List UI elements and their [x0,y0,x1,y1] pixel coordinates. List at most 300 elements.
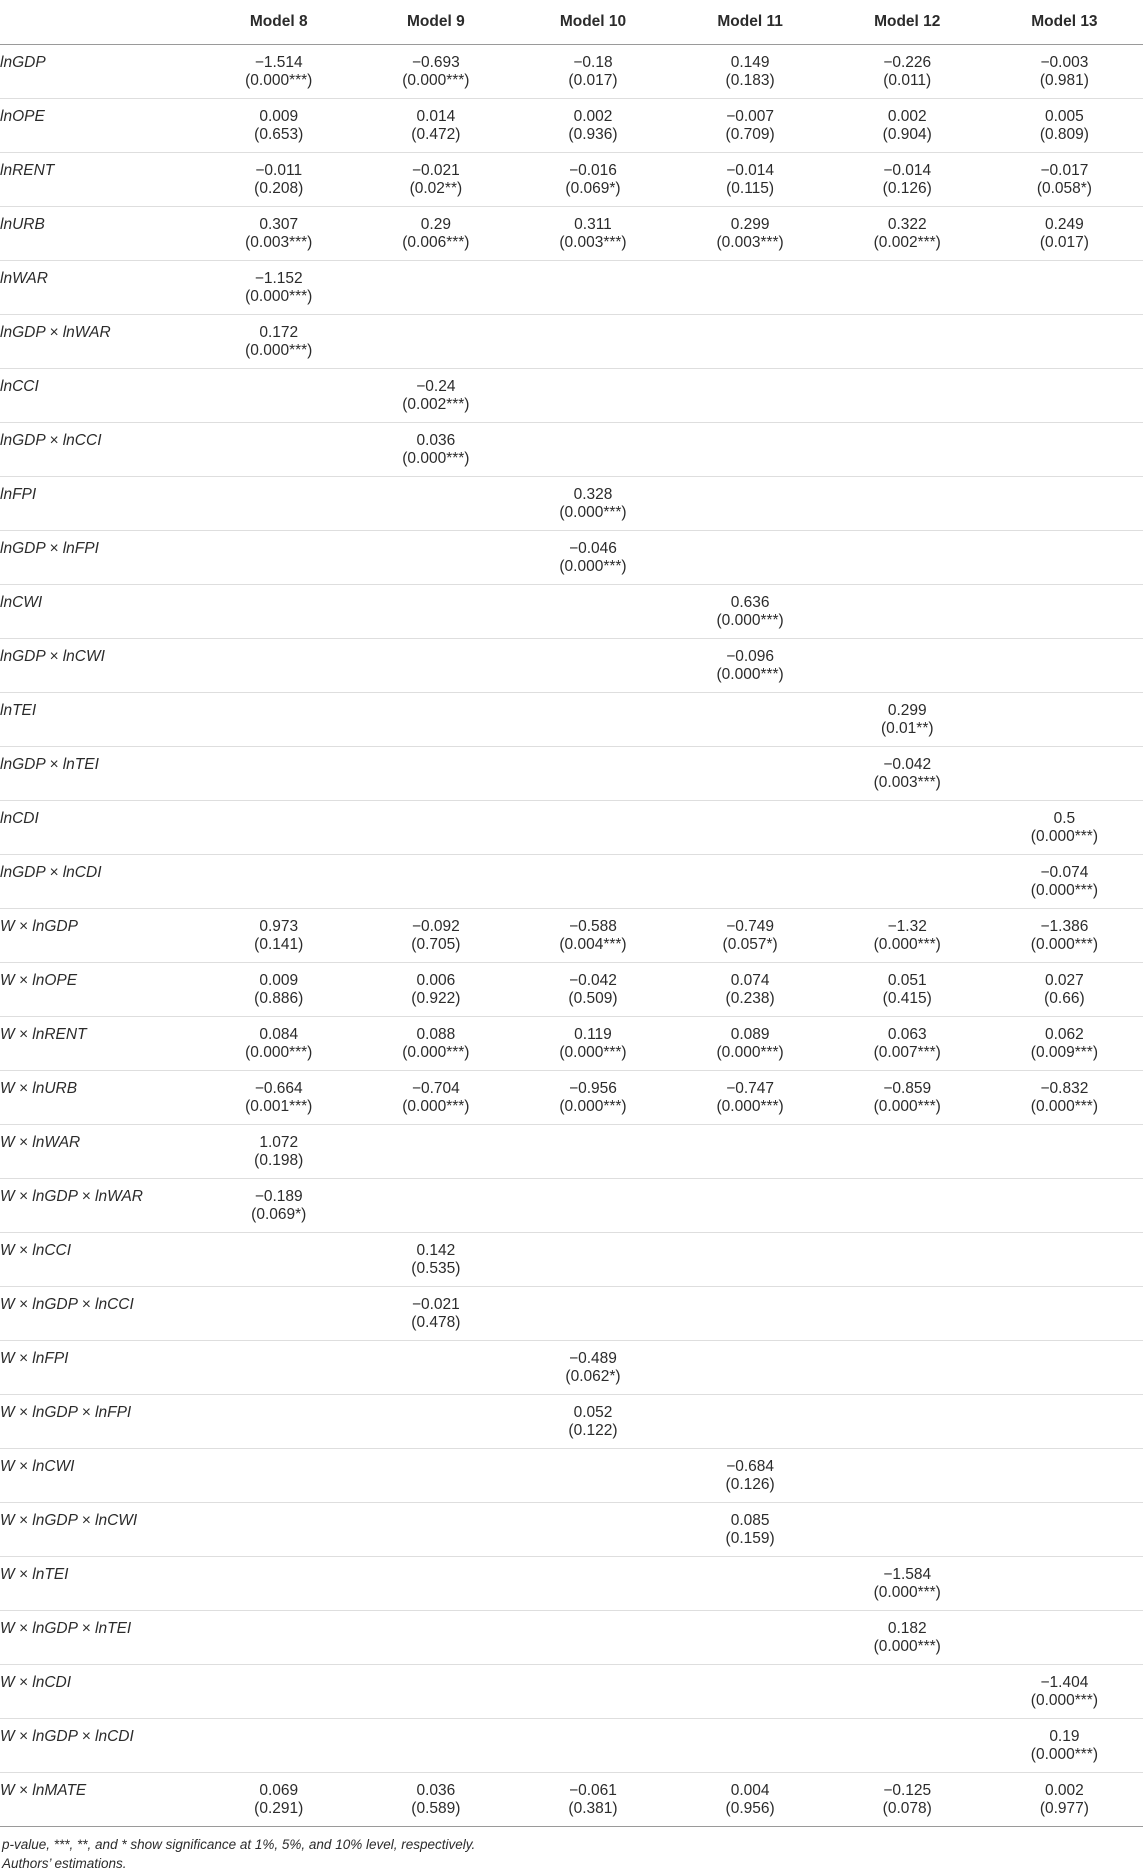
pvalue-cell [357,288,514,315]
pvalue-cell: (0.003***) [514,234,671,261]
variable-label: lnURB [0,215,45,233]
header-model-11: Model 11 [672,0,829,45]
coefficient-cell [829,1395,986,1422]
pvalue-row [0,180,1143,207]
table-row [0,531,1143,558]
pvalue-cell [986,504,1143,531]
pvalue-cell [357,1584,514,1611]
coefficient-cell [514,1719,671,1746]
pvalue-row [0,1260,1143,1287]
coefficient-cell: −1.386 [1040,917,1089,935]
pvalue-cell [986,288,1143,315]
table-row [0,99,1143,126]
pvalue-cell: (0.000***) [672,1044,829,1071]
coefficient-cell: 0.002 [1045,1781,1084,1799]
pvalue-cell: (0.004***) [514,936,671,963]
pvalue-cell [829,504,986,531]
coefficient-cell: 0.062 [1045,1025,1084,1043]
pvalue-cell: (0.291) [200,1800,357,1827]
pvalue-row [0,1368,1143,1395]
coefficient-cell [672,1179,829,1206]
coefficient-cell [672,1233,829,1260]
coefficient-cell [200,585,357,612]
variable-label: W × lnTEI [0,1565,69,1583]
pvalue-cell [357,612,514,639]
header-model-9: Model 9 [357,0,514,45]
pvalue-cell [514,828,671,855]
table-row [0,1395,1143,1422]
pvalue-cell: (0.981) [986,72,1143,99]
pvalue-cell [672,1206,829,1233]
pvalue-cell [986,1422,1143,1449]
table-row [0,963,1143,990]
coefficient-cell: 0.051 [887,971,927,989]
pvalue-row [0,1530,1143,1557]
variable-label: lnGDP × lnWAR [0,323,111,341]
coefficient-cell [514,1449,671,1476]
coefficient-cell: 0.5 [1053,809,1076,827]
significance-note: p-value, ***, **, and * show significance at 1%, 5%, and 10% level, respectively. [2,1837,476,1852]
pvalue-row [0,1800,1143,1827]
table-row [0,207,1143,234]
coefficient-cell [986,477,1143,504]
coefficient-cell: 0.328 [573,485,613,503]
coefficient-cell [986,1449,1143,1476]
pvalue-cell [986,396,1143,423]
pvalue-cell: (0.66) [986,990,1143,1017]
table-row [0,1557,1143,1584]
table-row [0,855,1143,882]
coefficient-cell: 0.172 [259,323,299,341]
coefficient-cell [200,1557,357,1584]
coefficient-cell [829,1449,986,1476]
coefficient-cell: 0.311 [574,215,612,233]
pvalue-cell [200,1692,357,1719]
pvalue-cell [829,396,986,423]
pvalue-cell [514,1584,671,1611]
pvalue-cell [357,1692,514,1719]
coefficient-cell: 0.002 [573,107,613,125]
pvalue-row [0,612,1143,639]
coefficient-cell: −0.003 [1040,53,1089,71]
variable-label: lnFPI [0,485,37,503]
pvalue-cell: (0.977) [986,1800,1143,1827]
coefficient-cell [357,1611,514,1638]
coefficient-cell [986,747,1143,774]
table-row [0,1611,1143,1638]
coefficient-cell: 0.119 [574,1025,612,1043]
empty-cell [0,504,200,531]
variable-label: W × lnOPE [0,971,78,989]
pvalue-cell [200,666,357,693]
coefficient-cell: −0.747 [726,1079,775,1097]
pvalue-cell [200,450,357,477]
coefficient-cell [200,531,357,558]
pvalue-cell: (0.02**) [357,180,514,207]
pvalue-cell: (0.415) [829,990,986,1017]
coefficient-cell [200,477,357,504]
coefficient-cell [829,369,986,396]
pvalue-cell: (0.000***) [357,1098,514,1125]
coefficient-cell: −0.189 [254,1187,303,1205]
pvalue-row [0,288,1143,315]
coefficient-cell: 0.004 [730,1781,770,1799]
pvalue-cell: (0.589) [357,1800,514,1827]
variable-label: W × lnGDP × lnFPI [0,1403,132,1421]
pvalue-cell [986,558,1143,585]
pvalue-cell [986,1584,1143,1611]
pvalue-cell [829,1314,986,1341]
header-model-8: Model 8 [200,0,357,45]
pvalue-row [0,72,1143,99]
variable-label: W × lnRENT [0,1025,87,1043]
coefficient-cell [514,855,671,882]
table-row [0,1449,1143,1476]
coefficient-cell [357,1719,514,1746]
empty-cell [0,558,200,585]
empty-cell [0,1368,200,1395]
pvalue-cell: (0.126) [672,1476,829,1503]
pvalue-cell [829,882,986,909]
coefficient-cell: −1.152 [254,269,303,287]
coefficient-cell: 0.322 [887,215,927,233]
pvalue-cell [357,1746,514,1773]
coefficient-cell [200,1449,357,1476]
coefficient-cell [829,1125,986,1152]
pvalue-cell [672,1422,829,1449]
coefficient-cell [829,1503,986,1530]
coefficient-cell [357,747,514,774]
coefficient-cell [357,1665,514,1692]
empty-cell [0,1206,200,1233]
coefficient-cell [200,1719,357,1746]
table-row [0,747,1143,774]
coefficient-cell [514,1611,671,1638]
pvalue-cell [514,1206,671,1233]
pvalue-row [0,1692,1143,1719]
pvalue-cell: (0.003***) [672,234,829,261]
header-model-12: Model 12 [829,0,986,45]
pvalue-cell: (0.000***) [514,1098,671,1125]
pvalue-cell: (0.000***) [514,504,671,531]
pvalue-cell: (0.198) [200,1152,357,1179]
pvalue-cell [200,774,357,801]
coefficient-cell [672,1611,829,1638]
pvalue-cell: (0.238) [672,990,829,1017]
coefficient-cell: 0.005 [1045,107,1084,125]
empty-cell [0,666,200,693]
coefficient-cell: −0.061 [569,1781,617,1799]
coefficient-cell [672,369,829,396]
coefficient-cell: −0.489 [569,1349,617,1367]
pvalue-row [0,774,1143,801]
pvalue-cell [672,504,829,531]
coefficient-cell: −0.014 [726,161,775,179]
variable-label: W × lnMATE [0,1781,87,1799]
empty-cell [0,1530,200,1557]
coefficient-cell [357,585,514,612]
pvalue-cell: (0.000***) [829,936,986,963]
coefficient-cell [672,477,829,504]
coefficient-cell [829,1341,986,1368]
coefficient-cell [986,261,1143,288]
empty-cell [0,1422,200,1449]
coefficient-cell: −0.125 [883,1781,932,1799]
pvalue-cell: (0.000***) [672,1098,829,1125]
table-row [0,369,1143,396]
pvalue-cell [357,1368,514,1395]
pvalue-cell: (0.057*) [672,936,829,963]
pvalue-cell: (0.886) [200,990,357,1017]
pvalue-cell [829,1476,986,1503]
header-model-10: Model 10 [514,0,671,45]
coefficient-cell [514,693,671,720]
variable-label: W × lnGDP × lnTEI [0,1619,132,1637]
pvalue-cell: (0.705) [357,936,514,963]
pvalue-cell [986,774,1143,801]
coefficient-cell: −1.404 [1040,1673,1089,1691]
pvalue-cell [200,504,357,531]
coefficient-cell [200,1395,357,1422]
header-model-13: Model 13 [986,0,1143,45]
pvalue-cell: (0.000***) [514,558,671,585]
coefficient-cell [672,747,829,774]
source-note: Authors’ estimations. [2,1856,127,1871]
coefficient-cell: −0.074 [1040,863,1089,881]
pvalue-cell: (0.01**) [829,720,986,747]
coefficient-cell: −0.096 [726,647,775,665]
variable-label: W × lnURB [0,1079,78,1097]
pvalue-cell: (0.003***) [200,234,357,261]
pvalue-cell [672,1692,829,1719]
pvalue-row [0,1044,1143,1071]
coefficient-cell: −0.042 [569,971,617,989]
pvalue-cell: (0.709) [672,126,829,153]
variable-label: lnGDP [0,53,46,71]
coefficient-cell [357,1395,514,1422]
variable-label: lnCCI [0,377,39,395]
table-row [0,1665,1143,1692]
pvalue-cell [514,1692,671,1719]
pvalue-cell [672,450,829,477]
coefficient-cell: −0.007 [726,107,775,125]
pvalue-cell: (0.006***) [357,234,514,261]
pvalue-cell: (0.000***) [986,1746,1143,1773]
pvalue-cell: (0.509) [514,990,671,1017]
coefficient-cell: −0.704 [411,1079,460,1097]
empty-cell [0,1692,200,1719]
coefficient-cell [672,693,829,720]
pvalue-row [0,882,1143,909]
coefficient-cell: −0.693 [411,53,460,71]
pvalue-cell [986,612,1143,639]
pvalue-cell [514,1530,671,1557]
coefficient-cell [200,801,357,828]
variable-label: lnOPE [0,107,45,125]
variable-label: W × lnGDP × lnCCI [0,1295,134,1313]
coefficient-cell: 0.249 [1045,215,1084,233]
pvalue-cell [672,1314,829,1341]
coefficient-cell [357,1179,514,1206]
coefficient-cell [200,423,357,450]
coefficient-cell: 0.027 [1045,971,1084,989]
pvalue-cell: (0.058*) [986,180,1143,207]
pvalue-cell: (0.122) [514,1422,671,1449]
pvalue-cell [200,1584,357,1611]
empty-cell [0,1476,200,1503]
pvalue-cell [986,1530,1143,1557]
empty-cell [0,342,200,369]
pvalue-cell: (0.115) [672,180,829,207]
pvalue-cell [514,666,671,693]
pvalue-cell [200,396,357,423]
coefficient-cell: 0.142 [416,1241,456,1259]
table-row [0,153,1143,180]
pvalue-cell: (0.141) [200,936,357,963]
coefficient-cell [986,1341,1143,1368]
coefficient-cell: −0.046 [569,539,617,557]
coefficient-cell [357,1503,514,1530]
table-row [0,423,1143,450]
empty-cell [0,126,200,153]
pvalue-cell: (0.183) [672,72,829,99]
coefficient-cell [829,531,986,558]
pvalue-cell: (0.000***) [829,1584,986,1611]
pvalue-cell [829,1152,986,1179]
coefficient-cell: −1.32 [887,917,927,935]
pvalue-cell [357,558,514,585]
variable-label: lnGDP × lnTEI [0,755,99,773]
pvalue-cell: (0.000***) [986,828,1143,855]
pvalue-cell [672,882,829,909]
pvalue-cell: (0.001***) [200,1098,357,1125]
coefficient-cell [357,1449,514,1476]
pvalue-cell: (0.002***) [357,396,514,423]
pvalue-cell [829,1368,986,1395]
pvalue-cell [357,666,514,693]
pvalue-cell: (0.000***) [200,288,357,315]
coefficient-cell [829,1287,986,1314]
coefficient-cell [829,801,986,828]
pvalue-cell: (0.904) [829,126,986,153]
coefficient-cell [357,315,514,342]
empty-cell [0,180,200,207]
empty-cell [0,72,200,99]
pvalue-cell [514,612,671,639]
coefficient-cell [514,261,671,288]
coefficient-cell: −0.956 [569,1079,617,1097]
pvalue-row [0,342,1143,369]
coefficient-cell: −0.664 [254,1079,303,1097]
coefficient-cell [357,1557,514,1584]
header-variable [0,0,200,45]
pvalue-row [0,1638,1143,1665]
pvalue-cell [357,1422,514,1449]
coefficient-cell [829,639,986,666]
coefficient-cell [357,531,514,558]
coefficient-cell: 0.036 [416,1781,456,1799]
pvalue-cell [200,612,357,639]
coefficient-cell [829,261,986,288]
coefficient-cell: 0.063 [887,1025,927,1043]
pvalue-cell [357,1206,514,1233]
pvalue-cell [986,1638,1143,1665]
pvalue-cell [986,1314,1143,1341]
coefficient-cell: −0.859 [883,1079,932,1097]
variable-label: lnCWI [0,593,43,611]
coefficient-cell [357,477,514,504]
coefficient-cell: −0.24 [416,377,456,395]
coefficient-cell [200,1341,357,1368]
coefficient-cell [357,261,514,288]
pvalue-cell [200,1368,357,1395]
coefficient-cell [829,585,986,612]
coefficient-cell: −0.749 [726,917,775,935]
variable-label: W × lnCWI [0,1457,75,1475]
pvalue-cell: (0.002***) [829,234,986,261]
pvalue-cell [672,774,829,801]
pvalue-cell: (0.478) [357,1314,514,1341]
pvalue-row [0,828,1143,855]
variable-label: lnGDP × lnCDI [0,863,102,881]
pvalue-cell: (0.007***) [829,1044,986,1071]
coefficient-cell [200,1503,357,1530]
variable-label: lnTEI [0,701,37,719]
pvalue-cell: (0.000***) [357,1044,514,1071]
pvalue-cell [672,1746,829,1773]
pvalue-cell: (0.011) [829,72,986,99]
coefficient-cell [829,855,986,882]
coefficient-cell [672,1557,829,1584]
coefficient-cell [514,369,671,396]
pvalue-cell [200,1638,357,1665]
coefficient-cell [829,423,986,450]
pvalue-row [0,1314,1143,1341]
pvalue-cell [200,1476,357,1503]
pvalue-cell [672,1152,829,1179]
pvalue-cell [357,504,514,531]
coefficient-cell: 0.973 [259,917,299,935]
pvalue-cell: (0.009***) [986,1044,1143,1071]
pvalue-cell [672,288,829,315]
empty-cell [0,288,200,315]
pvalue-row [0,558,1143,585]
pvalue-cell: (0.000***) [200,72,357,99]
pvalue-cell [357,882,514,909]
pvalue-cell [829,342,986,369]
pvalue-cell [200,882,357,909]
pvalue-cell: (0.535) [357,1260,514,1287]
coefficient-cell [672,1395,829,1422]
pvalue-cell [514,882,671,909]
coefficient-cell: 0.052 [573,1403,613,1421]
pvalue-cell [357,828,514,855]
pvalue-row [0,666,1143,693]
variable-label: lnRENT [0,161,55,179]
pvalue-cell: (0.000***) [357,72,514,99]
coefficient-cell [200,693,357,720]
table-row [0,1233,1143,1260]
coefficient-cell [200,639,357,666]
table-body [0,45,1143,1827]
coefficient-cell [986,1557,1143,1584]
coefficient-cell [986,1179,1143,1206]
pvalue-cell: (0.922) [357,990,514,1017]
coefficient-cell [672,1125,829,1152]
variable-label: lnGDP × lnCCI [0,431,102,449]
pvalue-cell: (0.000***) [357,450,514,477]
coefficient-cell [672,423,829,450]
